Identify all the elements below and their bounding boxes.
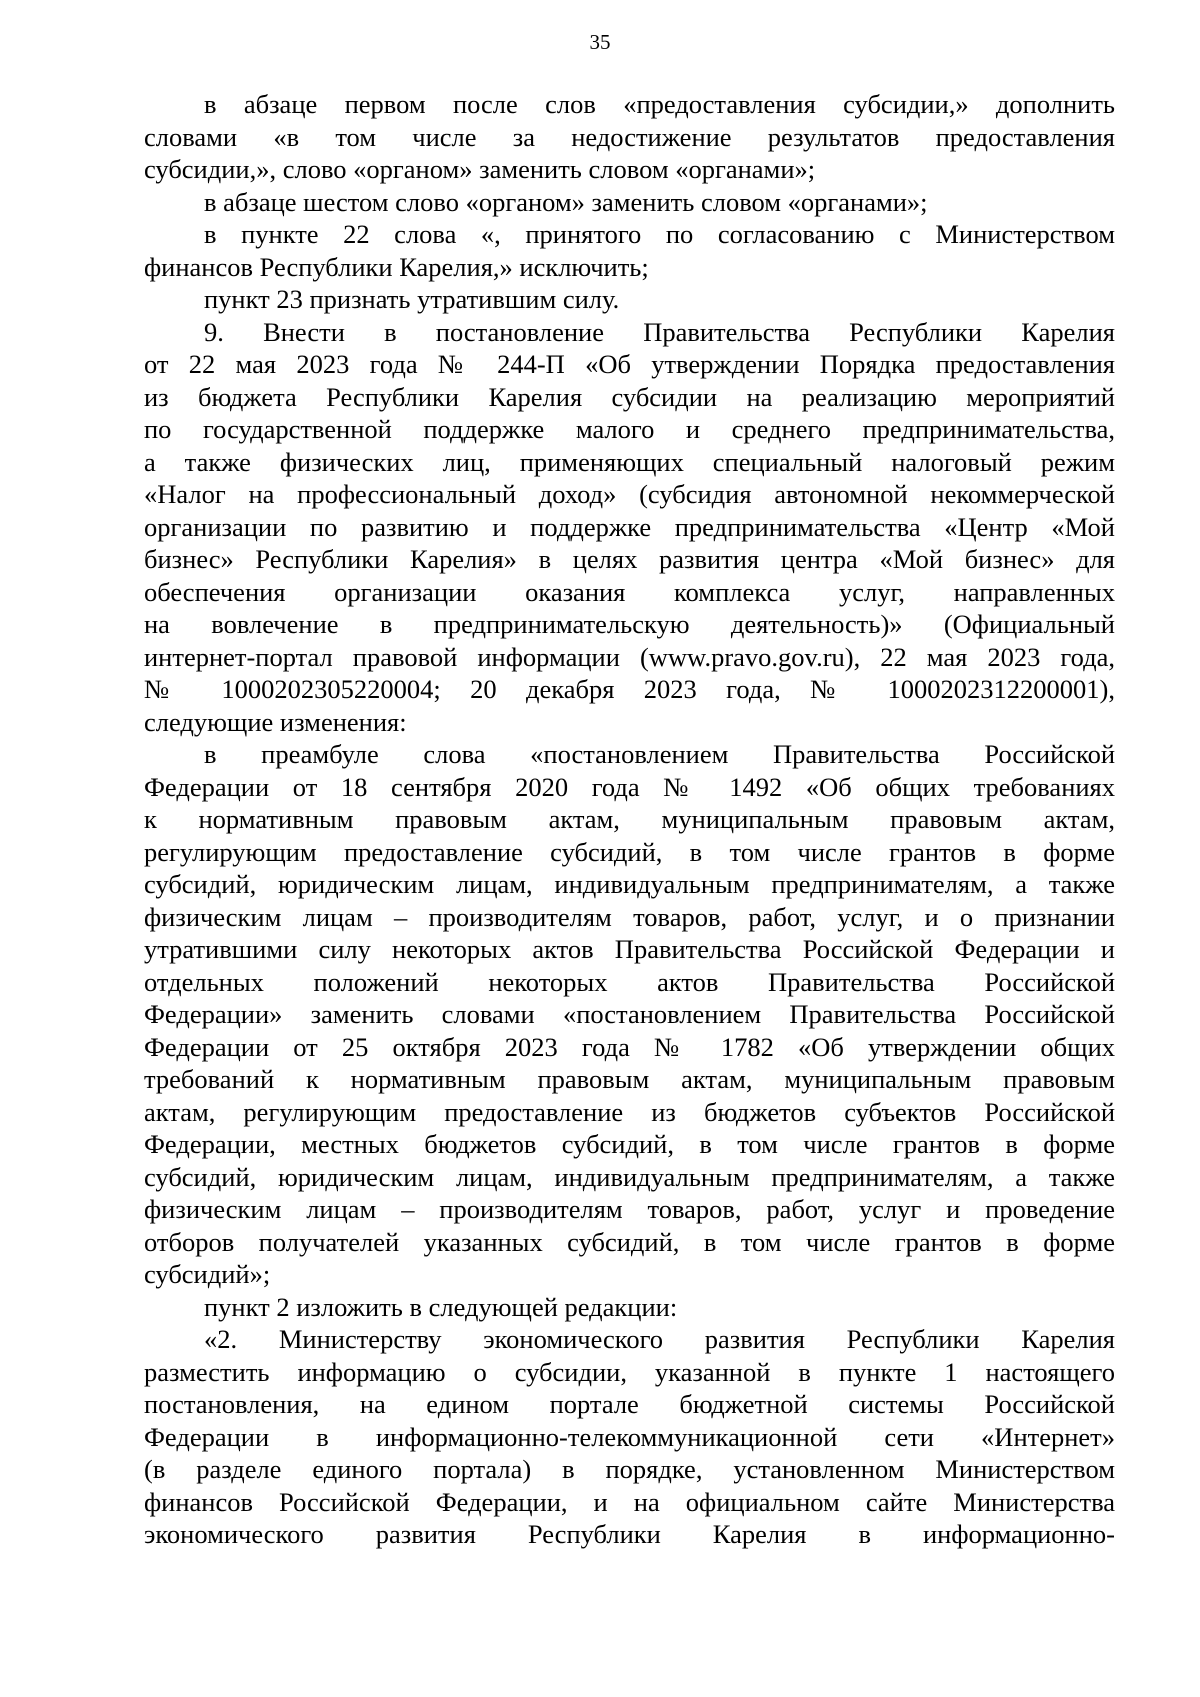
text-line: актам, регулирующим предоставление из бюджетов субъектов Российской <box>144 1096 1115 1127</box>
text-line: «2. Министерству экономического развития Республики Карелия <box>204 1324 1115 1354</box>
text-line: субсидий»; <box>144 1259 271 1289</box>
text-line: отборов получателей указанных субсидий, в том числе грантов в форме <box>144 1226 1115 1257</box>
text-line: № 1000202305220004; 20 декабря 2023 года, № 1000202312200001), <box>144 674 1115 704</box>
text-line: 9. Внести в постановление Правительства Республики Карелия <box>204 316 1115 347</box>
text-line: от 22 мая 2023 года № 244-П «Об утверждении Порядка предоставления <box>144 349 1115 379</box>
text-line: в абзаце первом после слов «предоставления субсидии,» дополнить <box>204 89 1115 119</box>
text-line: Федерации от 18 сентября 2020 года № 1492 «Об общих требованиях <box>144 771 1115 802</box>
text-line: в пункте 22 слова «, принятого по согласованию с Министерством <box>204 219 1115 249</box>
text-line: по государственной поддержке малого и среднего предпринимательства, <box>144 414 1115 444</box>
text-line: на вовлечение в предпринимательскую деятельность)» (Официальный <box>144 609 1115 639</box>
text-line: из бюджета Республики Карелия субсидии на реализацию мероприятий <box>144 381 1115 412</box>
text-line: утратившими силу некоторых актов Правительства Российской Федерации и <box>144 934 1115 964</box>
text-line: Федерации от 25 октября 2023 года № 1782 «Об утверждении общих <box>144 1031 1115 1062</box>
text-line: следующие изменения: <box>144 706 407 737</box>
text-line: постановления, на едином портале бюджетной системы Российской <box>144 1389 1115 1419</box>
text-line: в преамбуле слова «постановлением Правительства Российской <box>204 739 1115 769</box>
text-line: разместить информацию о субсидии, указанной в пункте 1 настоящего <box>144 1356 1115 1387</box>
text-line: интернет-портал правовой информации (www.pravo.gov.ru), 22 мая 2023 года, <box>144 641 1115 672</box>
text-line: субсидий, юридическим лицам, индивидуальным предпринимателям, а также <box>144 1161 1115 1192</box>
text-line: экономического развития Республики Карелия в информационно- <box>144 1519 1115 1549</box>
text-line: обеспечения организации оказания комплекса услуг, направленных <box>144 576 1115 607</box>
text-line: субсидий, юридическим лицам, индивидуальным предпринимателям, а также <box>144 869 1115 899</box>
text-line: «Налог на профессиональный доход» (субсидия автономной некоммерческой <box>144 479 1115 509</box>
text-line: физическим лицам – производителям товаров, работ, услуг и проведение <box>144 1194 1115 1224</box>
text-line: физическим лицам – производителям товаров, работ, услуг, и о признании <box>144 901 1115 932</box>
text-line: пункт 2 изложить в следующей редакции: <box>204 1291 678 1322</box>
text-line: финансов Российской Федерации, и на официальном сайте Министерства <box>144 1486 1115 1517</box>
text-line: к нормативным правовым актам, муниципальным правовым актам, <box>144 804 1115 834</box>
text-line: субсидии,», слово «органом» заменить словом «органами»; <box>144 154 816 184</box>
text-line: Федерации» заменить словами «постановлением Правительства Российской <box>144 999 1115 1029</box>
text-line: регулирующим предоставление субсидий, в том числе грантов в форме <box>144 836 1115 867</box>
document-body <box>144 88 1115 1551</box>
text-line: организации по развитию и поддержке предпринимательства «Центр «Мой <box>144 511 1115 542</box>
page-number: 35 <box>589 30 611 54</box>
text-line: бизнес» Республики Карелия» в целях развития центра «Мой бизнес» для <box>144 544 1115 574</box>
text-line: Федерации, местных бюджетов субсидий, в том числе грантов в форме <box>144 1129 1115 1159</box>
text-line: в абзаце шестом слово «органом» заменить словом «органами»; <box>204 186 928 217</box>
text-line: финансов Республики Карелия,» исключить; <box>144 251 649 282</box>
text-line: отдельных положений некоторых актов Правительства Российской <box>144 966 1115 997</box>
text-line: словами «в том числе за недостижение результатов предоставления <box>144 121 1115 152</box>
text-line: пункт 23 признать утратившим силу. <box>204 284 620 314</box>
text-line: Федерации в информационно-телекоммуникационной сети «Интернет» <box>144 1421 1115 1452</box>
text-line: требований к нормативным правовым актам, муниципальным правовым <box>144 1064 1115 1094</box>
text-line: а также физических лиц, применяющих специальный налоговый режим <box>144 446 1115 477</box>
text-line: (в разделе единого портала) в порядке, установленном Министерством <box>144 1454 1115 1484</box>
